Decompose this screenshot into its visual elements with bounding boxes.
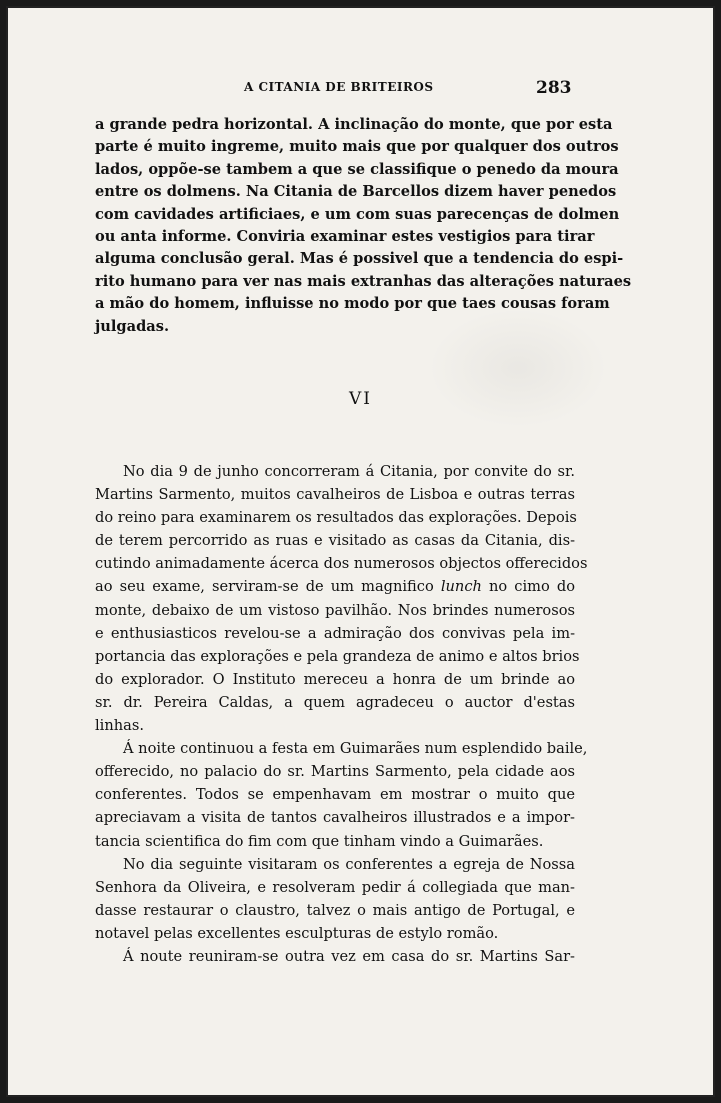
text-line: notavel pelas excellentes esculpturas de estylo romão. xyxy=(95,924,499,942)
text-line: dasse restaurar o claustro, talvez o mais antigo de Portugal, e xyxy=(95,901,575,919)
text-line: monte, debaixo de um vistoso pavilhão. Nos brindes numerosos xyxy=(95,601,575,619)
text-line: parte é muito ingreme, muito mais que por qualquer dos outros xyxy=(95,138,619,156)
text-line: julgadas. xyxy=(95,317,170,335)
text-line: No dia 9 de junho concorreram á Citania, por convite do sr. xyxy=(123,463,575,480)
text-line: conferentes. Todos se empenhavam em mostrar o muito que xyxy=(95,786,575,804)
text-line: offerecido, no palacio do sr. Martins Sarmento, pela cidade aos xyxy=(95,763,575,781)
page-number: 283 xyxy=(536,78,572,98)
text-line: sr. dr. Pereira Caldas, a quem agradeceu o auctor d'estas xyxy=(95,693,575,711)
text-line: No dia seguinte visitaram os conferentes a egreja de Nossa xyxy=(123,855,575,873)
italic-word: lunch xyxy=(440,578,482,596)
text-line: alguma conclusão geral. Mas é possivel que a tendencia do espi- xyxy=(95,250,624,268)
text-line: do reino para examinarem os resultados das explorações. Depois xyxy=(95,509,577,527)
section-heading: VI xyxy=(349,389,372,409)
running-title: A CITANIA DE BRITEIROS xyxy=(244,80,434,94)
text-line: rito humano para ver nas mais extranhas das alterações naturaes xyxy=(95,272,632,290)
paragraph-continuation xyxy=(95,114,632,338)
text-line: de terem percorrido as ruas e visitado as casas da Citania, dis- xyxy=(95,532,575,550)
text-line: tancia scientifica do fim com que tinham vindo a Guimarães. xyxy=(95,832,544,850)
page-header xyxy=(8,78,713,102)
text-line: a grande pedra horizontal. A inclinação do monte, que por esta xyxy=(95,116,613,133)
text-line: ao seu exame, serviram-se de um magnifico lunch no cimo do xyxy=(95,578,575,596)
text-line: ou anta informe. Conviria examinar estes vestigios para tirar xyxy=(95,228,595,246)
text-line: Á noite continuou a festa em Guimarães num esplendido baile, xyxy=(123,740,588,758)
text-line: Senhora da Oliveira, e resolveram pedir á collegiada que man- xyxy=(95,878,575,896)
text-line: e enthusiasticos revelou-se a admiração dos convivas pela im- xyxy=(95,624,575,642)
text-line: apreciavam a visita de tantos cavalheiros illustrados e a impor- xyxy=(95,809,575,827)
text-line: entre os dolmens. Na Citania de Barcellos dizem haver penedos xyxy=(95,183,617,201)
text-line: linhas. xyxy=(95,717,144,735)
text-line: do explorador. O Instituto mereceu a honra de um brinde ao xyxy=(95,670,575,688)
text-line: portancia das explorações e pela grandeza de animo e altos brios xyxy=(95,647,580,665)
text-line: lados, oppõe-se tambem a que se classifique o penedo da moura xyxy=(95,160,619,178)
text-line: Martins Sarmento, muitos cavalheiros de Lisboa e outras terras xyxy=(95,486,575,504)
text-line: a mão do homem, influisse no modo por que taes cousas foram xyxy=(95,295,610,313)
book-page xyxy=(6,6,715,1097)
section-body xyxy=(95,460,588,968)
text-line: com cavidades artificiaes, e um com suas parecenças de dolmen xyxy=(95,205,620,223)
text-line: Á noute reuniram-se outra vez em casa do sr. Martins Sar- xyxy=(123,947,575,965)
text-line: cutindo animadamente ácerca dos numerosos objectos offerecidos xyxy=(95,555,588,573)
